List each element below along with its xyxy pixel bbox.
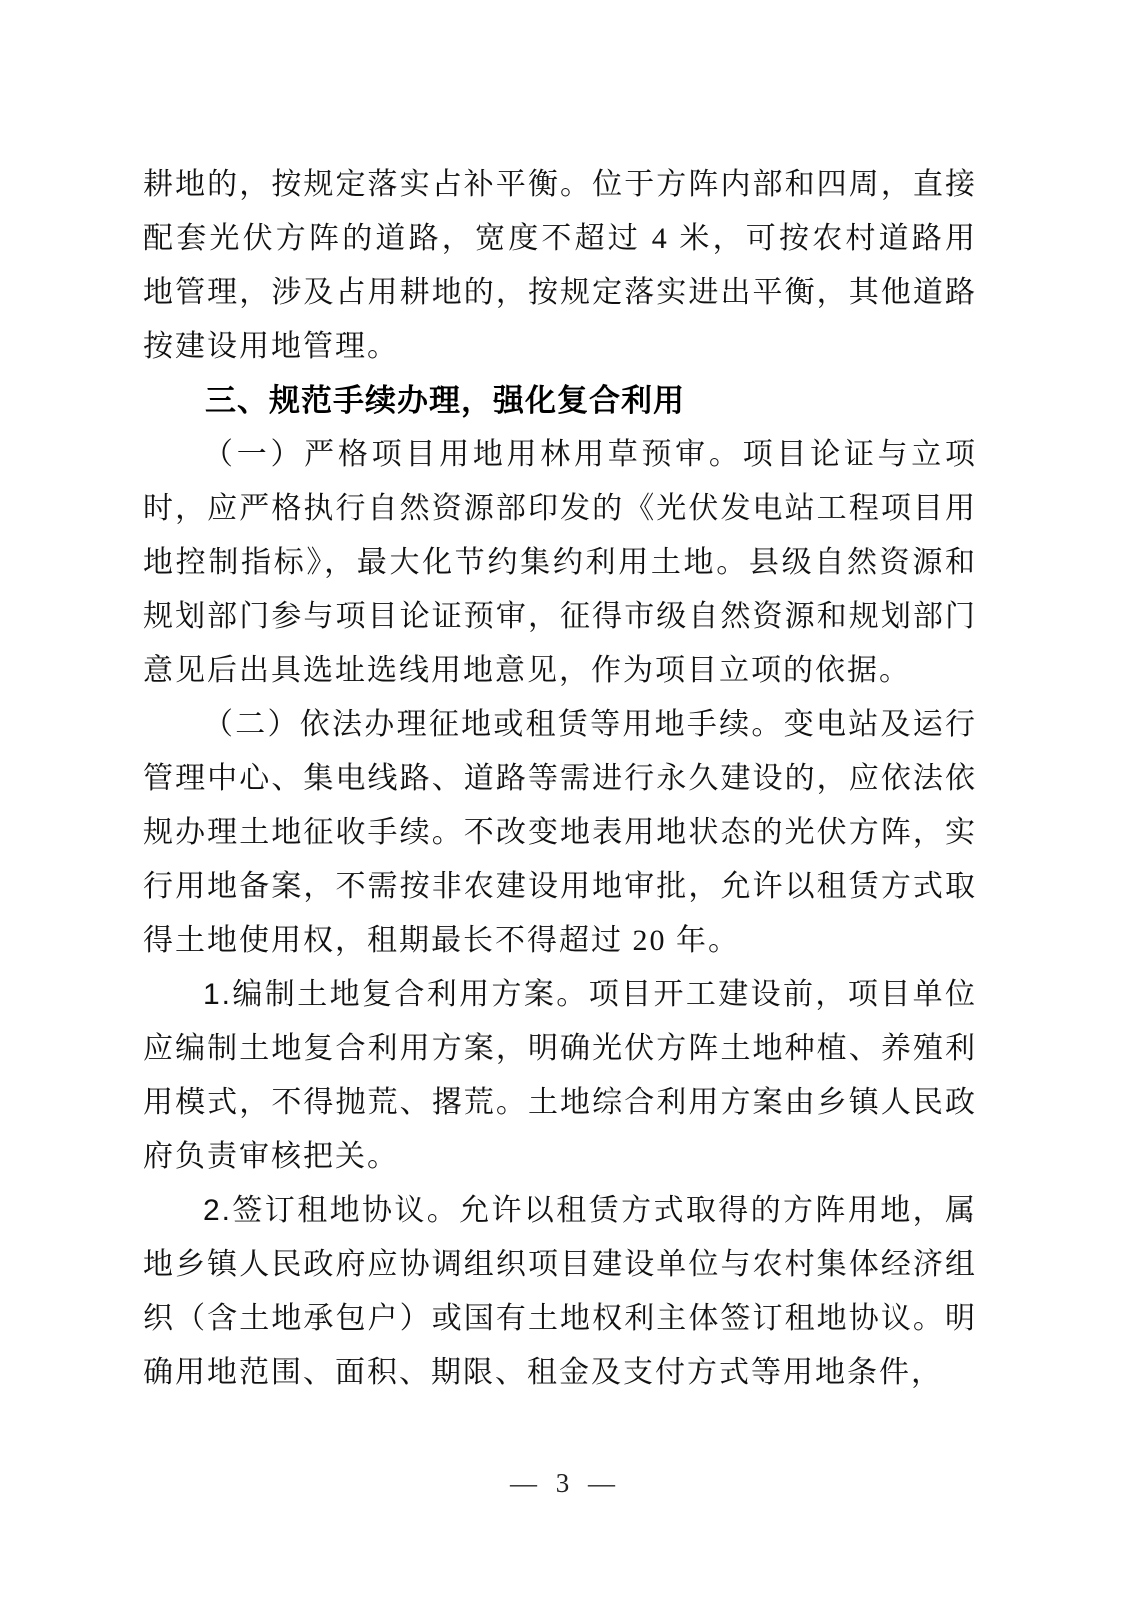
paragraph-item-two-text: 变电站及运行管理中心、集电线路、道路等需进行永久建设的，应依法依规办理土地征收手续。不改变地表用地状态的光伏方阵，实行用地备案，不需按非农建设用地审批，允许以租赁方式取得土地使用权，租期最长不得超过 20 年。 xyxy=(143,708,978,957)
paragraph-sub1-text: 项目开工建设前，项目单位应编制土地复合利用方案，明确光伏方阵土地种植、养殖利用模式，不得抛荒、撂荒。土地综合利用方案由乡镇人民政府负责审核把关。 xyxy=(143,978,977,1173)
section-heading-3: 三、规范手续办理，强化复合利用 xyxy=(205,383,685,418)
paragraph-item-two-lead: （二）依法办理征地或租赁等用地手续。 xyxy=(203,708,784,741)
footer-page-number: — 3 — xyxy=(510,1468,621,1498)
paragraph-item-one-lead: （一）严格项目用地用林用草预审。 xyxy=(203,438,743,471)
paragraph-item-two xyxy=(143,698,977,968)
paragraph-sub1 xyxy=(143,968,977,1184)
paragraph-continuation-text: 耕地的，按规定落实占补平衡。位于方阵内部和四周，直接配套光伏方阵的道路，宽度不超过 4 米，可按农村道路用地管理，涉及占用耕地的，按规定落实进出平衡，其他道路按建设用地管理。 xyxy=(143,168,977,363)
document-body xyxy=(143,158,977,1400)
paragraph-item-one-text: 项目论证与立项时，应严格执行自然资源部印发的《光伏发电站工程项目用地控制指标》，最大化节约集约利用土地。县级自然资源和规划部门参与项目论证预审，征得市级自然资源和规划部门意见后出具选址选线用地意见，作为项目立项的依据。 xyxy=(143,438,978,687)
paragraph-continuation xyxy=(143,158,977,374)
paragraph-sub1-lead: 1.编制土地复合利用方案。 xyxy=(203,978,589,1011)
paragraph-item-one xyxy=(143,428,977,698)
paragraph-sub2-lead: 2.签订租地协议。 xyxy=(203,1194,460,1227)
paragraph-sub2 xyxy=(143,1184,977,1400)
paragraph-sub2-text: 允许以租赁方式取得的方阵用地，属地乡镇人民政府应协调组织项目建设单位与农村集体经济组织（含土地承包户）或国有土地权利主体签订租地协议。明确用地范围、面积、期限、租金及支付方式等用地条件， xyxy=(143,1194,977,1389)
